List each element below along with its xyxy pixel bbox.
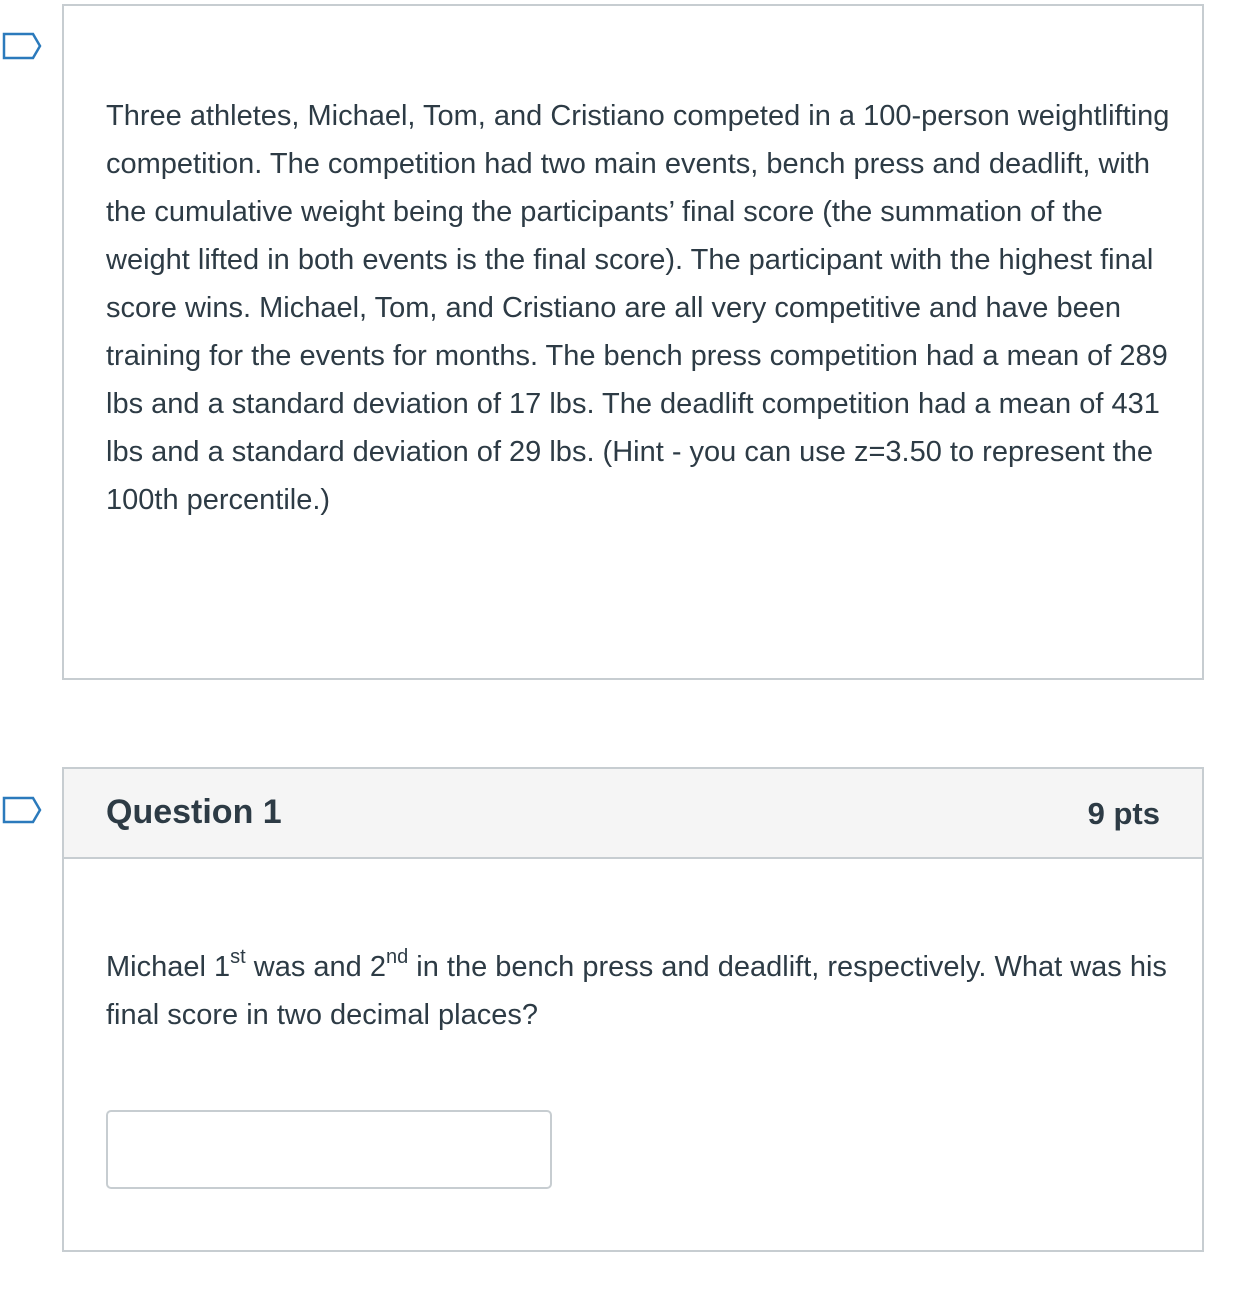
question-text-part: Michael 1 (106, 951, 231, 983)
passage-text: Three athletes, Michael, Tom, and Cristiano competed in a 100-person weightlifting competition. The competition had two main events, bench press and deadlift, with the cumulative weight being the participants’ final score (the summation of the weight lifted in both events is the final score). The participant with the highest final score wins. Michael, Tom, and Cristiano are all very competitive and have been training for the events for months. The bench press competition had a mean of 289 lbs and a standard deviation of 17 lbs. The deadlift competition had a mean of 431 lbs and a standard deviation of 29 lbs. (Hint - you can use z=3.50 to represent the 100th percentile.) (106, 100, 1170, 516)
question-text (106, 943, 1176, 1039)
flag-question-icon[interactable] (2, 32, 42, 60)
superscript-st: st (230, 946, 246, 968)
passage-box (62, 4, 1204, 680)
flag-question-icon[interactable] (2, 796, 42, 824)
question-header (64, 769, 1202, 859)
superscript-nd: nd (385, 946, 409, 968)
question-box (62, 767, 1204, 1252)
question-points: 9 pts (1087, 796, 1160, 831)
question-text-part: in the bench press and deadlift, respectively. What was his final score in two decimal places? (106, 951, 1167, 1031)
question-title: Question 1 (106, 793, 282, 831)
answer-input[interactable] (106, 1110, 552, 1189)
question-text-part: was and 2 (245, 951, 386, 983)
